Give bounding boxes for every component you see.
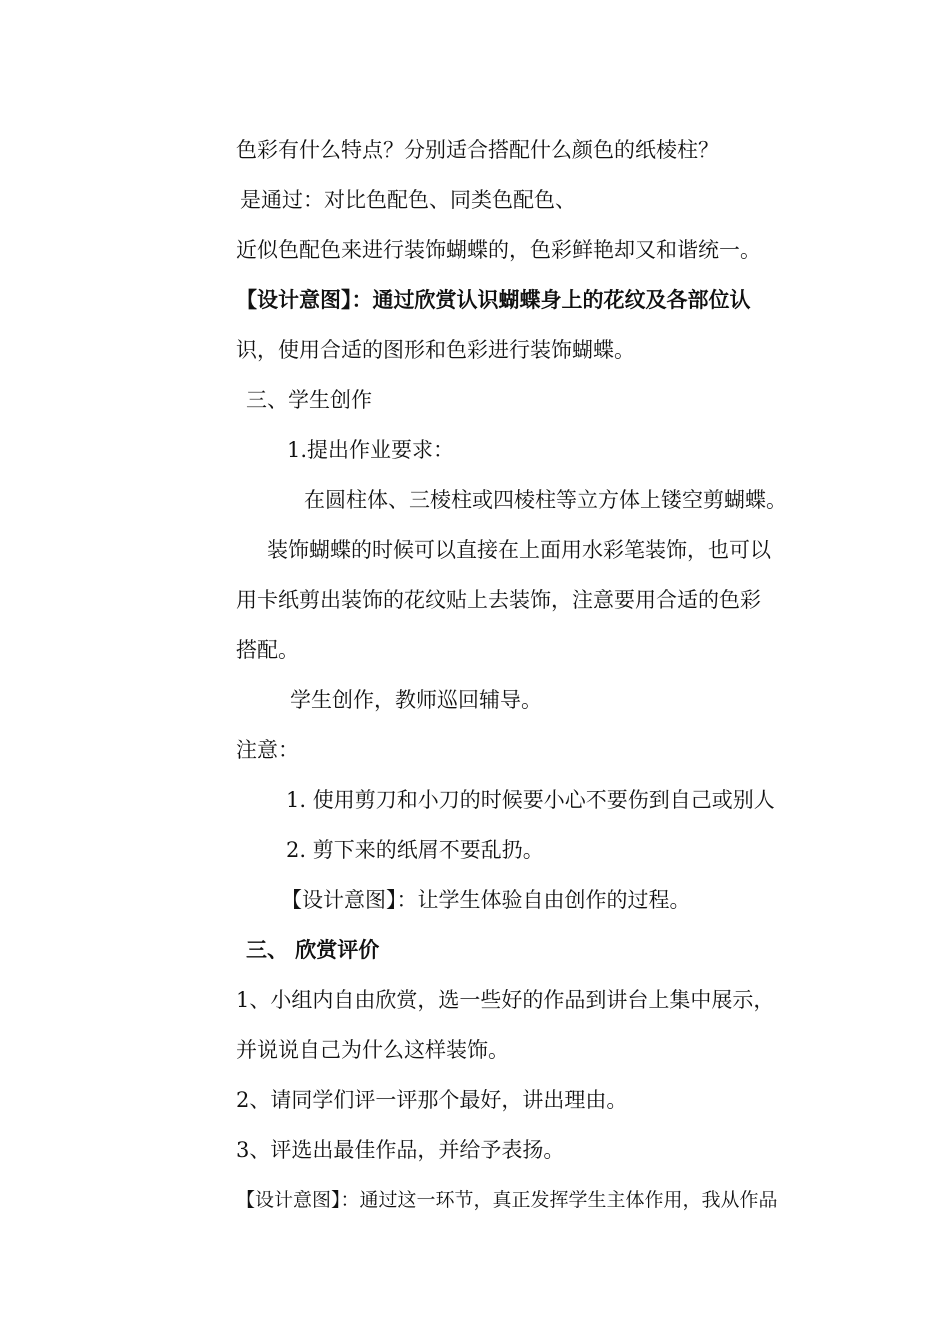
list-item: 1. 使用剪刀和小刀的时候要小心不要伤到自己或别人 xyxy=(286,788,775,812)
paragraph-line: 色彩有什么特点？分别适合搭配什么颜色的纸棱柱？ xyxy=(236,138,719,162)
paragraph-line: 装饰蝴蝶的时候可以直接在上面用水彩笔装饰，也可以 xyxy=(267,538,771,562)
paragraph-line: 近似色配色来进行装饰蝴蝶的，色彩鲜艳却又和谐统一。 xyxy=(236,238,761,262)
design-intent-line: 【设计意图】：让学生体验自由创作的过程。 xyxy=(281,888,691,912)
design-intent-line: 【设计意图】：通过欣赏认识蝴蝶身上的花纹及各部位认 xyxy=(236,288,751,312)
paragraph-line: 是通过：对比色配色、同类色配色、 xyxy=(240,188,576,212)
paragraph-line: 用卡纸剪出装饰的花纹贴上去装饰，注意要用合适的色彩 xyxy=(236,588,761,612)
paragraph-line: 在圆柱体、三棱柱或四棱柱等立方体上镂空剪蝴蝶。 xyxy=(304,488,787,512)
list-item: 2. 剪下来的纸屑不要乱扔。 xyxy=(286,838,544,862)
list-item: 3、评选出最佳作品，并给予表扬。 xyxy=(236,1138,565,1162)
paragraph-line: 学生创作，教师巡回辅导。 xyxy=(290,688,542,712)
list-item: 1、小组内自由欣赏，选一些好的作品到讲台上集中展示， xyxy=(236,988,775,1012)
list-item: 2、请同学们评一评那个最好，讲出理由。 xyxy=(236,1088,628,1112)
section-heading: 三、 欣赏评价 xyxy=(246,938,380,962)
section-heading: 三、学生创作 xyxy=(246,388,372,412)
paragraph-line: 并说说自己为什么这样装饰。 xyxy=(236,1038,509,1062)
paragraph-line: 搭配。 xyxy=(236,638,299,662)
subsection-heading: 1.提出作业要求： xyxy=(287,438,455,462)
design-intent-line: 【设计意图】：通过这一环节，真正发挥学生主体作用，我从作品 xyxy=(236,1189,778,1211)
design-intent-line: 识，使用合适的图形和色彩进行装饰蝴蝶。 xyxy=(236,338,635,362)
paragraph-line: 注意： xyxy=(236,738,299,762)
